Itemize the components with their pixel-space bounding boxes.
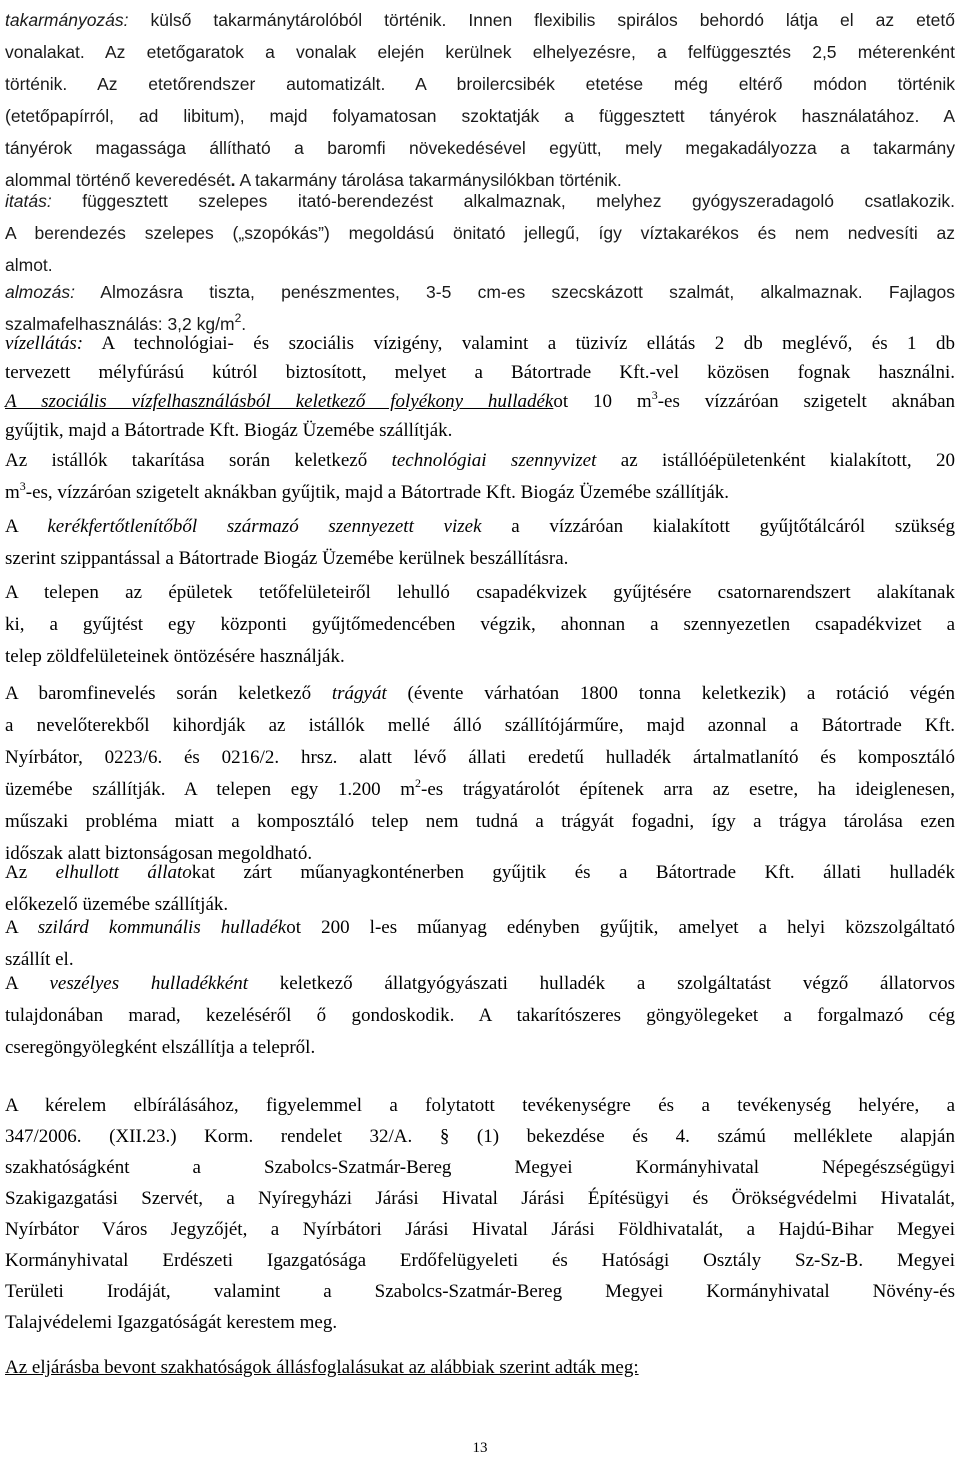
text-line [5, 577, 955, 609]
text-line [5, 912, 955, 944]
superscript: 3 [19, 478, 26, 493]
text-run: tányérok magassága állítható a baromfi növekedésével együtt, mely megakadályozza a takarmány [5, 138, 955, 158]
text-run: vízellátás: [5, 333, 84, 354]
text-run: Az [5, 862, 56, 883]
paragraph-szakhatosagok [5, 1090, 955, 1338]
text-run: szakhatóságként a Szabolcs-Szatmár-Bereg Megyei Kormányhivatal Népegészségügyi [5, 1157, 955, 1178]
text-run: trágyát [331, 683, 387, 704]
text-run: Almozásra tiszta, penészmentes, 3-5 cm-es szecskázott szalmát, alkalmaznak. Fajlagos [75, 282, 955, 302]
paragraph-kommunalis-hulladek [5, 912, 955, 976]
text-run: -es, vízzáróan szigetelt aknákban gyűjtik, majd a Bátortrade Kft. Biogáz Üzemébe szállítják. [25, 482, 730, 503]
text-run: elhullott állato [55, 862, 192, 883]
text-run: kerékfertőtlenítőből származó szennyezett vizek [47, 516, 482, 537]
text-run: technológiai szennyvizet [391, 450, 597, 471]
text-run: szilárd kommunális hulladék [37, 917, 287, 938]
text-run: ki, a gyűjtést egy központi gyűjtőmedencében végzik, ahonnan a szennyezetlen csapadékvizet a [5, 614, 955, 635]
text-run: történik. Az etetőrendszer automatizált. A broilercsibék etetése még eltérő módon történik [5, 74, 955, 94]
text-run: 347/2006. (XII.23.) Korm. rendelet 32/A. § (1) bekezdése és 4. számú melléklete alapján [5, 1126, 955, 1147]
text-run: almot. [5, 255, 53, 275]
text-line [5, 968, 955, 1000]
text-line [5, 132, 955, 164]
text-line [5, 543, 955, 575]
text-run: függesztett szelepes itató-berendezést alkalmaznak, melyhez gyógyszeradagoló csatlakozik. [51, 191, 955, 211]
text-run: itatás: [5, 191, 52, 211]
text-line [5, 641, 955, 673]
text-run: keletkező állatgyógyászati hulladék a szolgáltatást végző állatorvos [248, 973, 955, 994]
text-line [5, 329, 955, 358]
text-line [5, 1307, 955, 1338]
text-line [5, 4, 955, 36]
text-run: szerint szippantással a Bátortrade Biogáz Üzemébe kerülnek beszállításra. [5, 548, 569, 569]
superscript: 2 [415, 775, 421, 790]
superscript: 3 [651, 387, 658, 402]
text-run: Kormányhivatal Erdészeti Igazgatósága Erdőfelügyeleti és Hatósági Osztály Sz-Sz-B. Megyei [5, 1250, 955, 1271]
text-run: A berendezés szelepes („szopókás”) megoldású önitató jellegű, így víztakarékos és nem nedvesíti az [5, 223, 955, 243]
text-run: szállít el. [5, 949, 74, 970]
text-line [5, 710, 955, 742]
text-run: Szakigazgatási Szervét, a Nyíregyházi Járási Hivatal Járási Építésügyi és Örökségvédelmi Hivatalát, [5, 1188, 955, 1209]
text-line [5, 100, 955, 132]
text-line [5, 276, 955, 308]
text-line [5, 806, 955, 838]
text-line [5, 511, 955, 543]
page-number: 13 [472, 1440, 488, 1456]
text-run: az istállóépületenként kialakított, 20 [596, 450, 955, 471]
text-run: ot 200 l-es műanyag edényben gyűjtik, amelyet a helyi közszolgáltató [286, 917, 955, 938]
text-run: A szociális vízfelhasználásból keletkező folyékony hulladék [5, 391, 554, 412]
text-run: előkezelő üzemébe szállítják. [5, 894, 229, 915]
text-line [5, 774, 955, 806]
text-line [5, 1090, 955, 1121]
text-run: (etetőpapírról, ad libitum), majd folyamatosan szoktatják a függesztett tányérok használatához. A [5, 106, 955, 126]
text-run: A [5, 973, 50, 994]
text-run: almozás: [5, 282, 76, 302]
paragraph-csapadekviz [5, 577, 955, 673]
text-line [5, 1000, 955, 1032]
paragraph-vizellatas [5, 329, 955, 445]
text-run: Területi Irodáját, valamint a Szabolcs-Szatmár-Bereg Megyei Kormányhivatal Növény-és [5, 1281, 955, 1302]
text-run: takarmányozás: [5, 10, 129, 30]
text-line [5, 416, 955, 445]
paragraph-itatas [5, 185, 955, 281]
text-line [5, 857, 955, 889]
heading-szakhatosagi-allasfoglalasok [5, 1352, 955, 1384]
text-run: szalmafelhasználás: 3,2 kg/m [5, 314, 235, 334]
text-run: üzemébe szállítják. A telepen egy 1.200 m [5, 779, 415, 800]
text-run: telep zöldfelületeinek öntözésére használják. [5, 646, 345, 667]
text-run: -es trágyatárolót építenek arra az esetre, ha ideiglenesen, [421, 779, 955, 800]
text-run: (évente várhatóan 1800 tonna keletkezik) a rotáció végén [386, 683, 956, 704]
text-run: A [5, 917, 38, 938]
text-run: A baromfinevelés során keletkező [5, 683, 332, 704]
text-run: a vízzáróan kialakított gyűjtőtálcáról szükség [481, 516, 955, 537]
text-run: külső takarmánytárolóból történik. Innen flexibilis spirálos behordó látja el az etető [128, 10, 955, 30]
text-line [5, 609, 955, 641]
text-line [5, 358, 955, 387]
paragraph-takarmanyozas [5, 4, 955, 196]
text-line [5, 387, 955, 416]
text-line [5, 1276, 955, 1307]
text-line [5, 742, 955, 774]
text-line [5, 36, 955, 68]
text-run: tervezett mélyfúrású kútról biztosított, melyet a Bátortrade Kft.-vel közösen fognak használni. [5, 362, 955, 383]
text-run: kat zárt műanyagkonténerben gyűjtik és a Bátortrade Kft. állati hulladék [191, 862, 955, 883]
paragraph-tragya [5, 678, 955, 870]
text-line [5, 1121, 955, 1152]
text-run: Nyírbátor, 0223/6. és 0216/2. hrsz. alatt lévő állati eredetű hulladék ártalmatlanító és komposztáló [5, 747, 955, 768]
text-line [5, 678, 955, 710]
text-run: A telepen az épületek tetőfelületeiről lehulló csapadékvizek gyűjtésére csatornarendszert alakítanak [5, 582, 955, 603]
paragraph-veszelyes-hulladek [5, 968, 955, 1064]
text-line [5, 1032, 955, 1064]
text-run: veszélyes hulladékként [49, 973, 248, 994]
paragraph-kerekfertotlenito [5, 511, 955, 575]
text-run: A technológiai- és szociális vízigény, valamint a tüzivíz ellátás 2 db meglévő, és 1 db [83, 333, 955, 354]
paragraph-technologiai-szennyviz [5, 445, 955, 509]
text-run: . [230, 170, 236, 190]
text-run: A takarmány tárolása takarmánysilókban történik. [235, 170, 622, 190]
text-line [5, 1183, 955, 1214]
text-run: A [5, 516, 48, 537]
text-run: -es vízzáróan szigetelt aknában [657, 391, 956, 412]
text-run: m [5, 482, 20, 503]
text-run: ot 10 m [553, 391, 652, 412]
text-run: vonalakat. Az etetőgaratok a vonalak elején kerülnek elhelyezésre, a felfüggesztés 2,5 méterenként [5, 42, 955, 62]
text-line [5, 1352, 955, 1384]
text-run: műszaki probléma miatt a komposztáló telep nem tudná a trágyát fogadni, így a trágya tárolása ezen [5, 811, 955, 832]
text-run: időszak alatt biztonságosan megoldható. [5, 843, 313, 864]
text-run: . [241, 314, 247, 334]
text-run: Nyírbátor Város Jegyzőjét, a Nyírbátori Járási Hivatal Járási Földhivatalát, a Hajdú-Bihar Megyei [5, 1219, 955, 1240]
text-line [5, 477, 955, 509]
text-run: tulajdonában marad, kezeléséről ő gondoskodik. A takarítószeres göngyölegeket a forgalmazó cég [5, 1005, 955, 1026]
text-run: gyűjtik, majd a Bátortrade Kft. Biogáz Üzemébe szállítják. [5, 420, 453, 441]
text-run: alommal történő keveredését [5, 170, 231, 190]
text-line [5, 1214, 955, 1245]
text-run: Talajvédelemi Igazgatóságát kerestem meg. [5, 1312, 338, 1333]
text-run: a nevelőterekből kihordják az istállók mellé álló szállítójárműre, majd azonnal a Bátortrade Kft. [5, 715, 955, 736]
text-line [5, 217, 955, 249]
text-run: cseregöngyölegként elszállítja a telepről. [5, 1037, 316, 1058]
text-line [5, 68, 955, 100]
text-line [5, 1245, 955, 1276]
text-line [5, 445, 955, 477]
superscript: 2 [234, 311, 242, 326]
text-line [5, 1152, 955, 1183]
text-line [5, 185, 955, 217]
text-run: Az istállók takarítása során keletkező [5, 450, 392, 471]
text-run: A kérelem elbírálásához, figyelemmel a folytatott tevékenységre és a tevékenység helyére, a [5, 1095, 955, 1116]
text-run: Az eljárásba bevont szakhatóságok állásfoglalásukat az alábbiak szerint adták meg: [5, 1357, 639, 1378]
